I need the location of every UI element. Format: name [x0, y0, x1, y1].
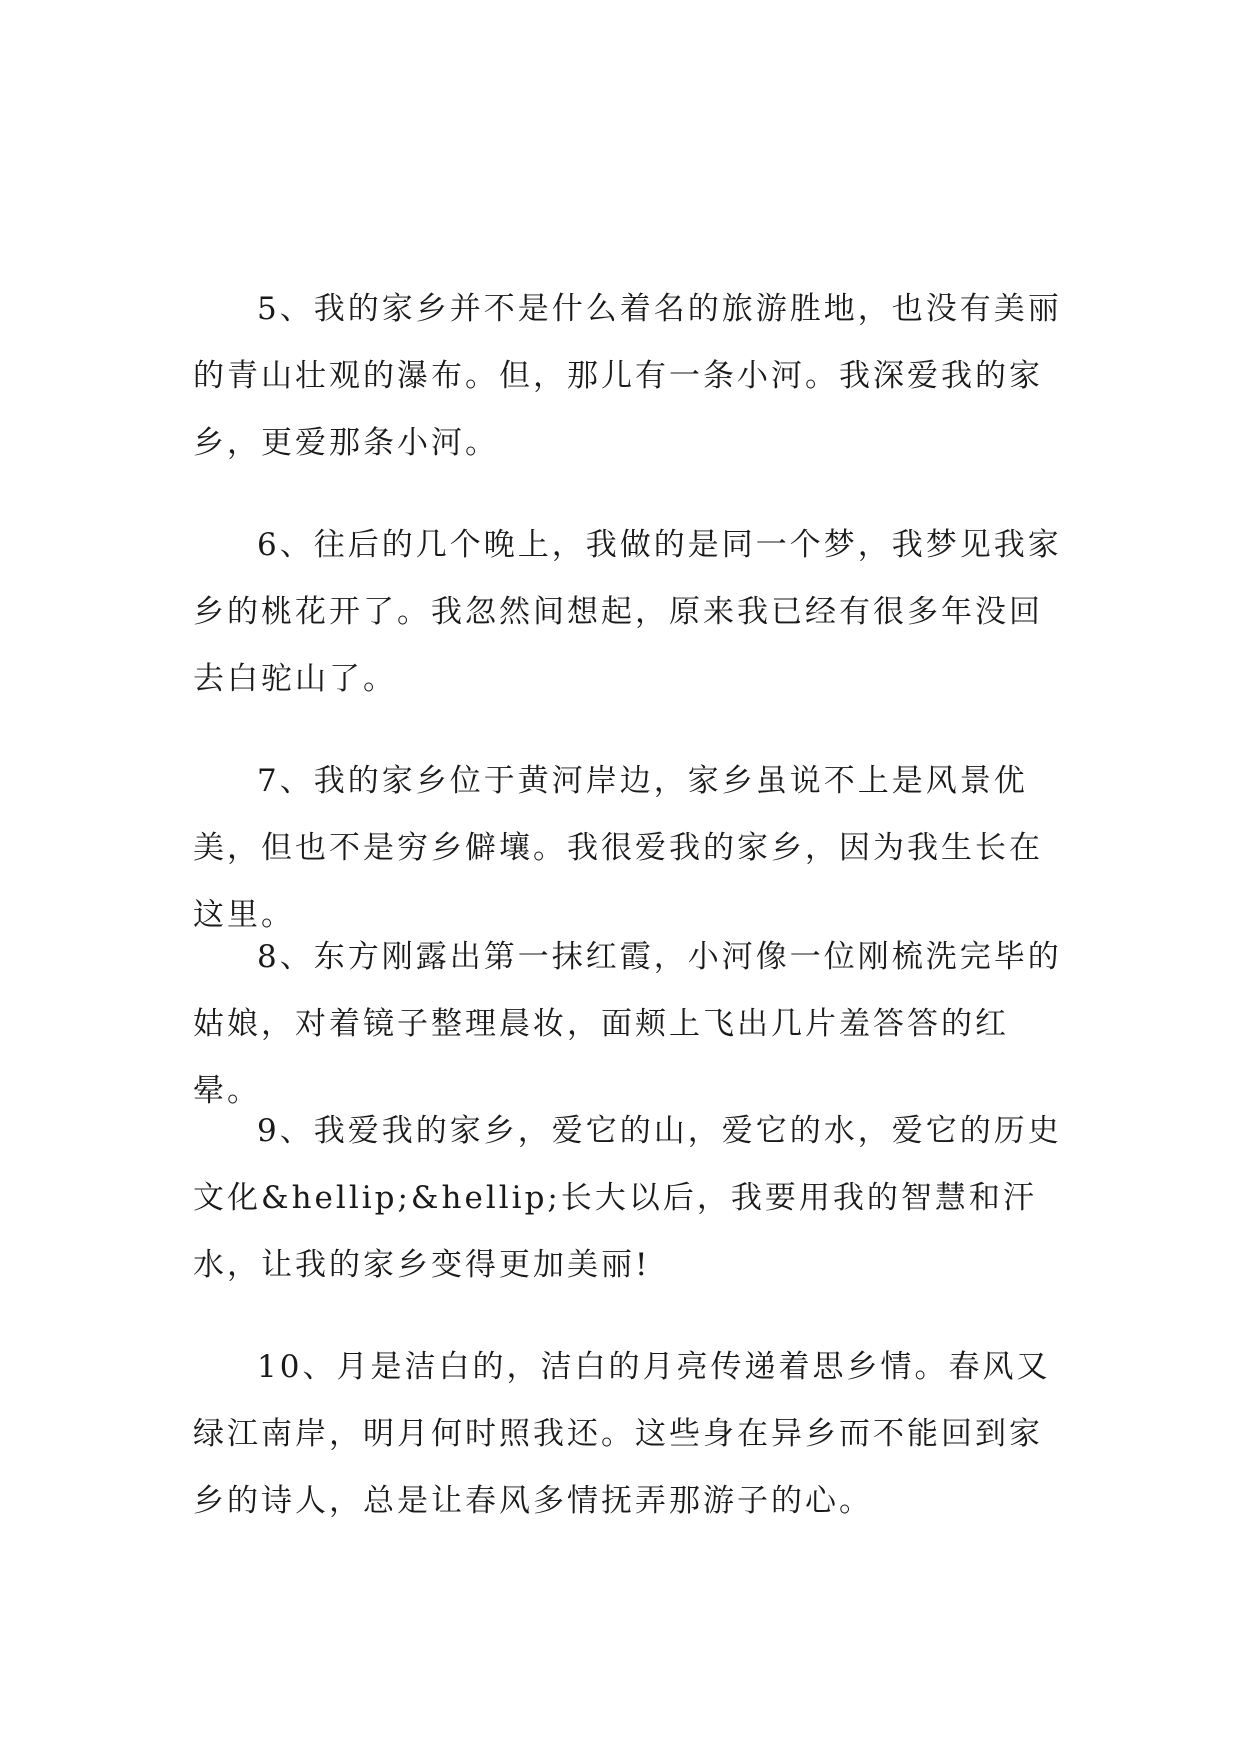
paragraph-8: 8、东方刚露出第一抹红霞，小河像一位刚梳洗完毕的姑娘，对着镜子整理晨妆，面颊上飞出几片羞答答的红晕。	[193, 939, 1062, 1109]
paragraph-10: 10、月是洁白的，洁白的月亮传递着思乡情。春风又绿江南岸，明月何时照我还。这些身在异乡而不能回到家乡的诗人，总是让春风多情抚弄那游子的心。	[193, 1349, 1051, 1519]
paragraph-6: 6、往后的几个晚上，我做的是同一个梦，我梦见我家乡的桃花开了。我忽然间想起，原来我已经有很多年没回去白驼山了。	[193, 527, 1062, 697]
paragraph-5: 5、我的家乡并不是什么着名的旅游胜地，也没有美丽的青山壮观的瀑布。但，那儿有一条小河。我深爱我的家乡，更爱那条小河。	[193, 291, 1062, 461]
paragraph-7: 7、我的家乡位于黄河岸边，家乡虽说不上是风景优美，但也不是穷乡僻壤。我很爱我的家乡，因为我生长在这里。	[193, 763, 1043, 933]
paragraph-9: 9、我爱我的家乡，爱它的山，爱它的水，爱它的历史文化&hellip;&hellip;长大以后，我要用我的智慧和汗水，让我的家乡变得更加美丽!	[193, 1113, 1062, 1283]
